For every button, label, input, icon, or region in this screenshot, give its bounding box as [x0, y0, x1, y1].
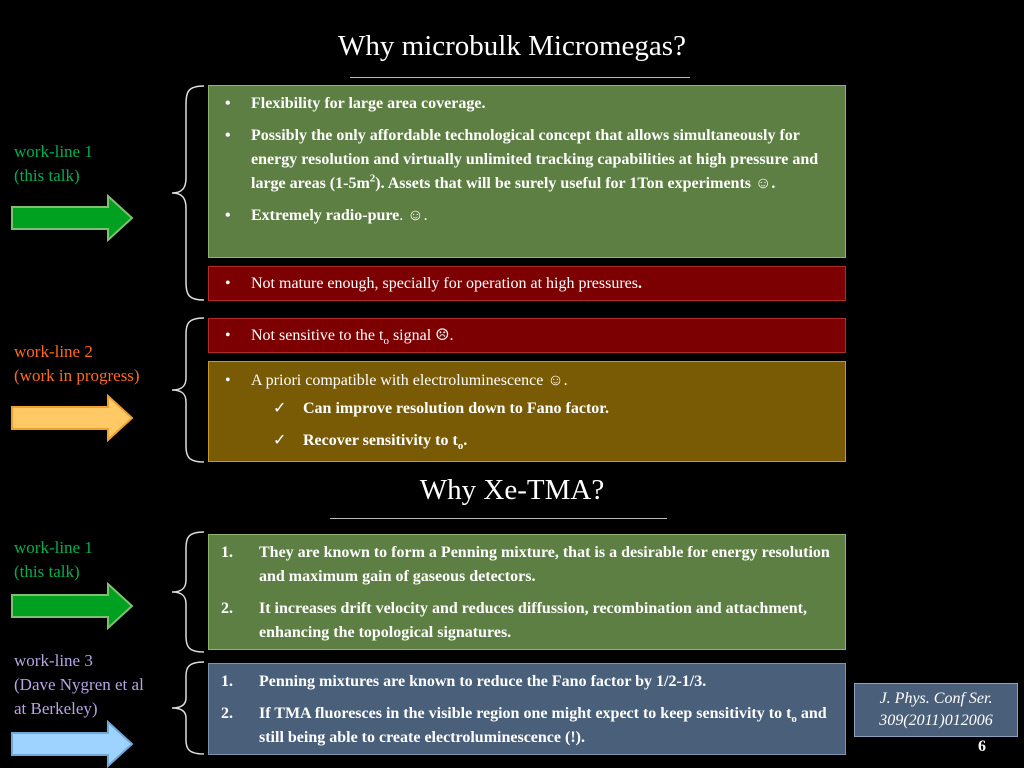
subscript: o — [457, 440, 464, 453]
xe-tma-reasons-box — [208, 534, 846, 650]
reference-box — [854, 683, 1018, 737]
check-text: . — [463, 432, 468, 449]
item-number: 1. — [221, 673, 233, 690]
section-title: Why Xe-TMA? — [419, 474, 605, 506]
workline-label-line: at Berkeley) — [14, 699, 98, 718]
bullet-text: A priori compatible with electroluminescence ☺. — [251, 372, 568, 389]
bullet-text: Extremely radio-pure — [251, 207, 400, 224]
bullet-text: Flexibility for large area coverage. — [251, 95, 486, 112]
reference-line: 309(2011)012006 — [879, 712, 993, 729]
check-item — [221, 397, 835, 421]
numbered-item — [221, 670, 835, 694]
bullet-text: . ☺. — [399, 207, 428, 224]
potential-box — [208, 361, 846, 462]
numbered-item — [221, 541, 835, 589]
item-text: If TMA fluoresces in the visible region one might expect to keep sensitivity to t — [259, 705, 792, 722]
bullet-item — [221, 369, 835, 393]
workline-label-line: work-line 3 — [14, 651, 93, 670]
bullet-text: signal ☹. — [388, 327, 454, 344]
page-number: 6 — [978, 738, 986, 755]
workline-label — [14, 649, 144, 721]
subscript: o — [791, 713, 797, 726]
orange-arrow-icon — [10, 394, 135, 442]
workline-label-line: (Dave Nygren et al — [14, 675, 144, 694]
workline-label — [14, 536, 93, 584]
item-text: Penning mixtures are known to reduce the Fano factor by 1/2-1/3. — [259, 673, 707, 690]
green-arrow-icon — [10, 194, 135, 242]
check-item — [221, 429, 835, 453]
xe-tma-outlook-box — [208, 663, 846, 755]
item-number: 1. — [221, 544, 233, 561]
workline-label-line: (work in progress) — [14, 366, 140, 385]
numbered-item — [221, 597, 835, 645]
check-icon: ✓ — [273, 432, 287, 449]
advantages-box — [208, 85, 846, 258]
brace-icon — [168, 660, 208, 756]
item-text: It increases drift velocity and reduces diffussion, recombination and attachment, enhancing the topological signatures. — [259, 600, 807, 641]
drawback-box — [208, 318, 846, 353]
check-icon: ✓ — [273, 400, 287, 417]
superscript: 2 — [369, 172, 376, 185]
item-number: 2. — [221, 600, 233, 617]
subscript: o — [383, 335, 389, 348]
bullet-text: . — [638, 275, 642, 292]
green-arrow-icon — [10, 582, 135, 630]
brace-icon — [168, 530, 208, 654]
bullet-item — [221, 92, 835, 116]
workline-label-line: work-line 1 — [14, 538, 93, 557]
workline-label — [14, 340, 140, 388]
bullet-text: Possibly the only affordable technological concept that allows simultaneously for energy resolution and virtually unlimited tracking capabilities at high pressure and large areas (1-5m — [251, 127, 819, 192]
item-text: and still being able to create electroluminescence (!). — [259, 705, 827, 746]
workline-label — [14, 140, 93, 188]
bullet-text: ). Assets that will be surely useful for 1Ton experiments ☺. — [375, 175, 776, 192]
drawback-box — [208, 266, 846, 301]
bullet-item — [221, 124, 835, 196]
slide-title: Why microbulk Micromegas? — [338, 30, 686, 62]
check-text: Recover sensitivity to t — [303, 432, 458, 449]
blue-arrow-icon — [10, 720, 135, 768]
brace-icon — [168, 84, 208, 302]
brace-icon — [168, 316, 208, 464]
numbered-item — [221, 702, 835, 750]
workline-label-line: (this talk) — [14, 562, 80, 581]
workline-label-line: (this talk) — [14, 166, 80, 185]
bullet-item — [221, 324, 835, 348]
bullet-text: Not sensitive to the t — [251, 327, 384, 344]
bullet-text: Not mature enough, specially for operation at high pressures — [251, 275, 638, 292]
workline-label-line: work-line 1 — [14, 142, 93, 161]
section-underline — [330, 518, 667, 519]
bullet-item — [221, 272, 835, 296]
reference-line: J. Phys. Conf Ser. — [879, 690, 993, 707]
check-text: Can improve resolution down to Fano factor. — [303, 400, 609, 417]
title-underline — [350, 77, 690, 78]
item-number: 2. — [221, 705, 233, 722]
bullet-item — [221, 204, 835, 228]
workline-label-line: work-line 2 — [14, 342, 93, 361]
item-text: They are known to form a Penning mixture, that is a desirable for energy resolution and maximum gain of gaseous detectors. — [259, 544, 830, 585]
